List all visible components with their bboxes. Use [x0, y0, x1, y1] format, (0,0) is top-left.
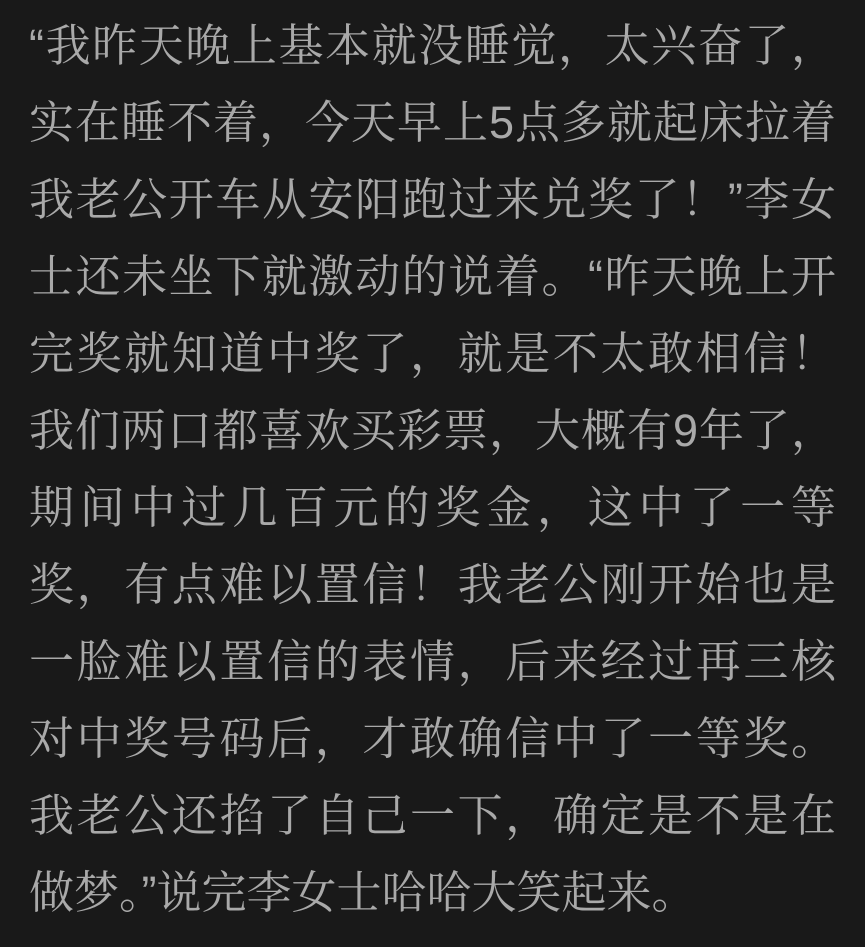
text-line: 对中奖号码后，才敢确信中了一等奖。: [29, 713, 836, 764]
text-line: 奖，有点难以置信！我老公刚开始也是: [29, 559, 836, 610]
text-line: 做梦。”说完李女士哈哈大笑起来。: [29, 867, 697, 918]
text-line: 实在睡不着，今天早上5点多就起床拉着: [29, 97, 836, 148]
text-line: 期间中过几百元的奖金，这中了一等: [29, 482, 836, 533]
text-line: “我昨天晚上基本就没睡觉，太兴奋了，: [29, 20, 836, 71]
text-line: 完奖就知道中奖了，就是不太敢相信！: [29, 328, 836, 379]
text-line: 我老公还掐了自己一下，确定是不是在: [29, 790, 836, 841]
text-line: 士还未坐下就激动的说着。“昨天晚上开: [29, 251, 836, 302]
text-line: 我老公开车从安阳跑过来兑奖了！”李女: [29, 174, 836, 225]
text-line: 我们两口都喜欢买彩票，大概有9年了，: [29, 405, 836, 456]
text-line: 一脸难以置信的表情，后来经过再三核: [29, 636, 836, 687]
